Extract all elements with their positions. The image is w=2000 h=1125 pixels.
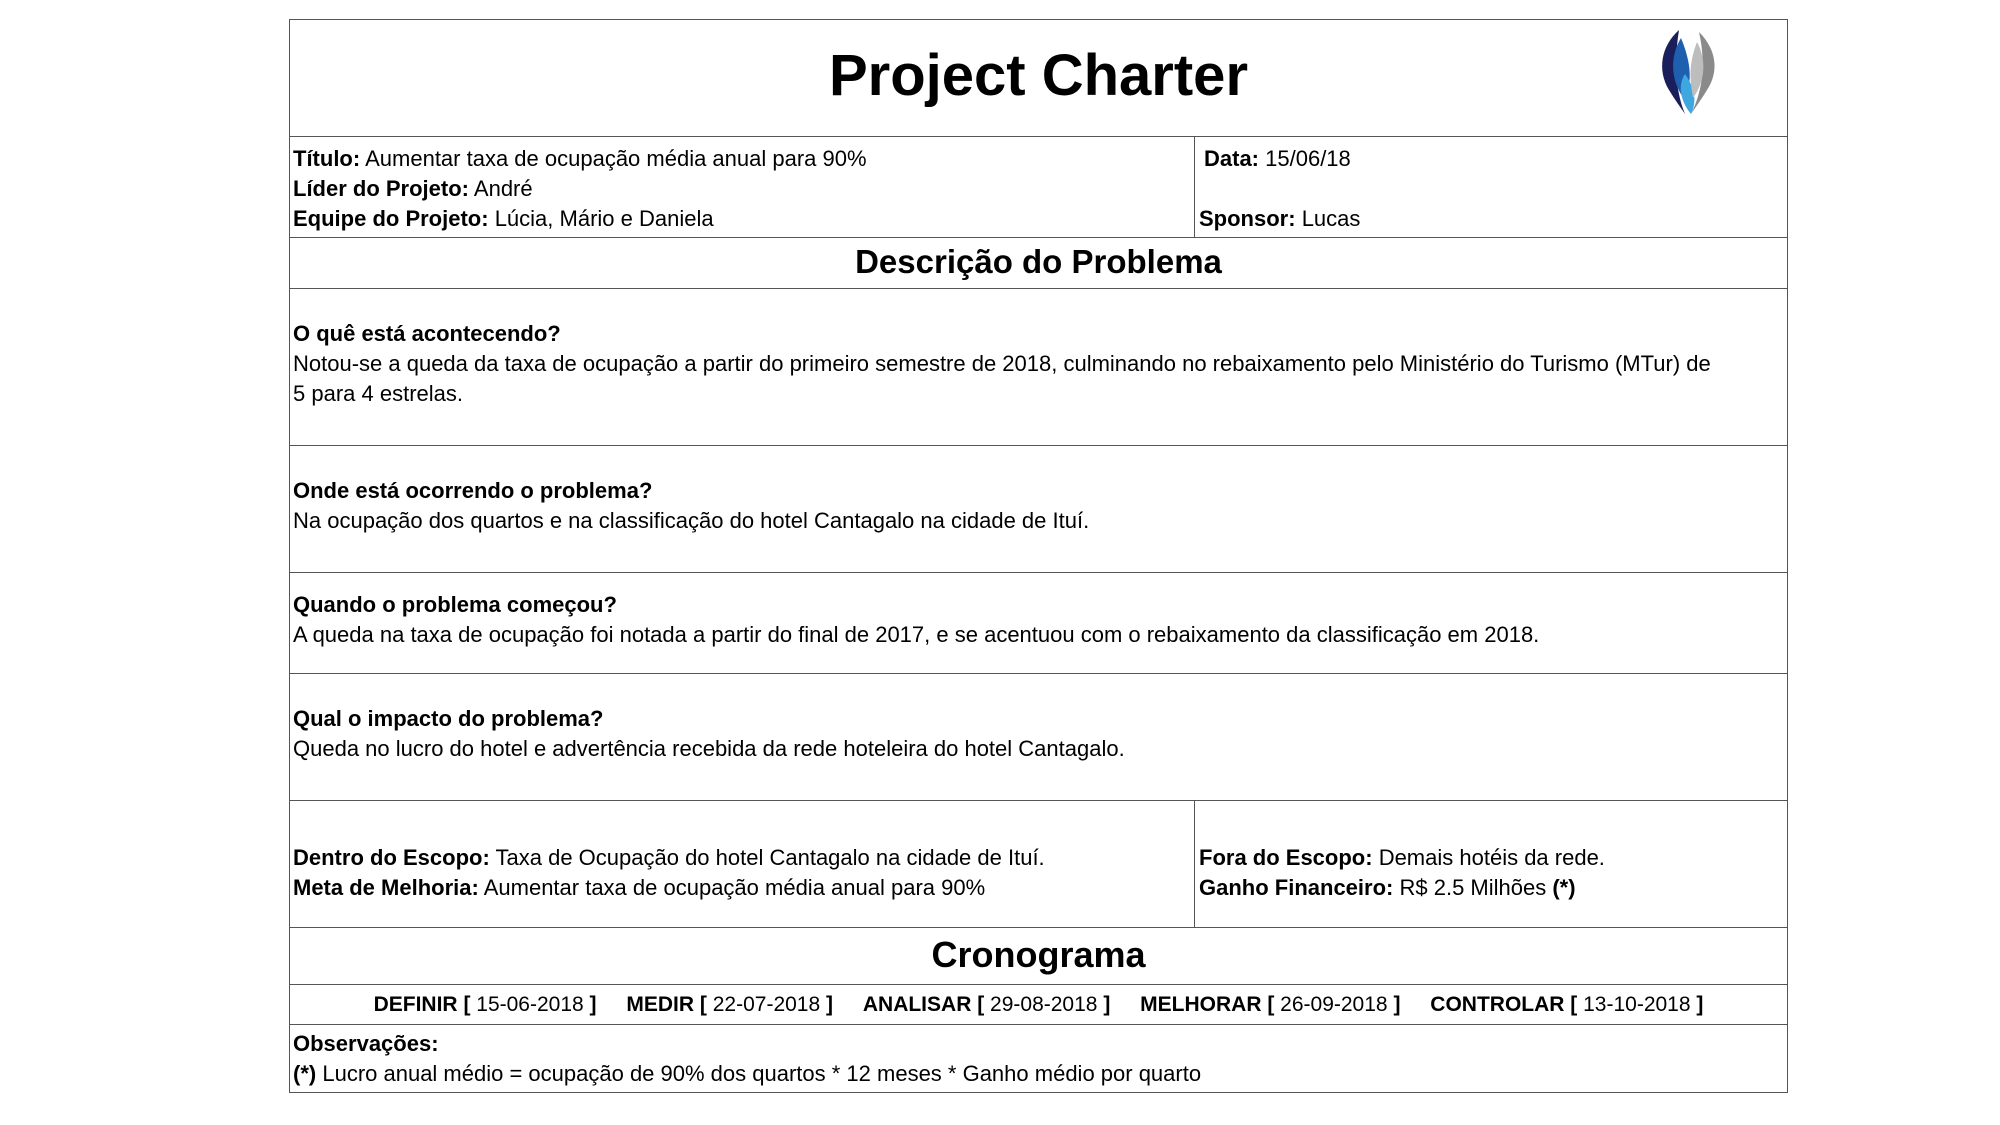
schedule-heading: Cronograma <box>931 934 1146 975</box>
titulo-field: Título: Aumentar taxa de ocupação média anual para 90% <box>293 146 867 171</box>
observations-label: Observações: <box>293 1031 439 1056</box>
header-info-row <box>290 137 1787 238</box>
page-title: Project Charter <box>828 43 1249 108</box>
equipe-field: Equipe do Projeto: Lúcia, Mário e Daniela <box>293 206 714 231</box>
title-row <box>290 20 1787 137</box>
question-where: Onde está ocorrendo o problema? <box>293 478 653 503</box>
meta-melhoria-field: Meta de Melhoria: Aumentar taxa de ocupação média anual para 90% <box>293 875 986 900</box>
schedule-heading-row <box>290 928 1787 985</box>
sponsor-field: Sponsor: Lucas <box>1199 206 1361 231</box>
schedule-row <box>290 985 1787 1025</box>
schedule-item-controlar: CONTROLAR [ 13-10-2018 ] <box>1430 993 1704 1016</box>
problem-when-row <box>290 573 1787 674</box>
problem-impact-row <box>290 674 1787 801</box>
ganho-financeiro-field: Ganho Financeiro: R$ 2.5 Milhões (*) <box>1199 875 1576 900</box>
data-field: Data: 15/06/18 <box>1204 146 1351 171</box>
schedule-list <box>290 993 1787 1017</box>
lider-field: Líder do Projeto: André <box>293 176 533 201</box>
question-when: Quando o problema começou? <box>293 592 617 617</box>
problem-where-row <box>290 446 1787 573</box>
company-logo-icon <box>1655 28 1721 118</box>
answer-where: Na ocupação dos quartos e na classificação do hotel Cantagalo na cidade de Ituí. <box>293 508 1090 533</box>
problem-what-row <box>290 289 1787 446</box>
schedule-item-analisar: ANALISAR [ 29-08-2018 ] <box>862 993 1111 1016</box>
scope-row <box>290 801 1787 928</box>
answer-when: A queda na taxa de ocupação foi notada a partir do final de 2017, e se acentuou com o rebaixamento da classificação em 2018. <box>293 622 1540 647</box>
question-impact: Qual o impacto do problema? <box>293 706 604 731</box>
observations-row <box>290 1025 1787 1094</box>
schedule-item-definir: DEFINIR [ 15-06-2018 ] <box>373 993 597 1016</box>
schedule-item-melhorar: MELHORAR [ 26-09-2018 ] <box>1140 993 1401 1016</box>
answer-what-line1: Notou-se a queda da taxa de ocupação a partir do primeiro semestre de 2018, culminando no rebaixamento pelo Ministério do Turismo (MTur) de <box>293 351 1711 376</box>
project-charter <box>289 19 1788 1093</box>
problem-heading-row <box>290 238 1787 289</box>
question-what: O quê está acontecendo? <box>293 321 561 346</box>
fora-escopo-field: Fora do Escopo: Demais hotéis da rede. <box>1199 845 1605 870</box>
observations-note: (*) Lucro anual médio = ocupação de 90% dos quartos * 12 meses * Ganho médio por quarto <box>293 1061 1202 1086</box>
dentro-escopo-field: Dentro do Escopo: Taxa de Ocupação do hotel Cantagalo na cidade de Ituí. <box>293 845 1045 870</box>
answer-impact: Queda no lucro do hotel e advertência recebida da rede hoteleira do hotel Cantagalo. <box>293 736 1125 761</box>
schedule-item-medir: MEDIR [ 22-07-2018 ] <box>626 993 834 1016</box>
problem-heading: Descrição do Problema <box>855 243 1222 280</box>
answer-what-line2: 5 para 4 estrelas. <box>293 381 463 406</box>
